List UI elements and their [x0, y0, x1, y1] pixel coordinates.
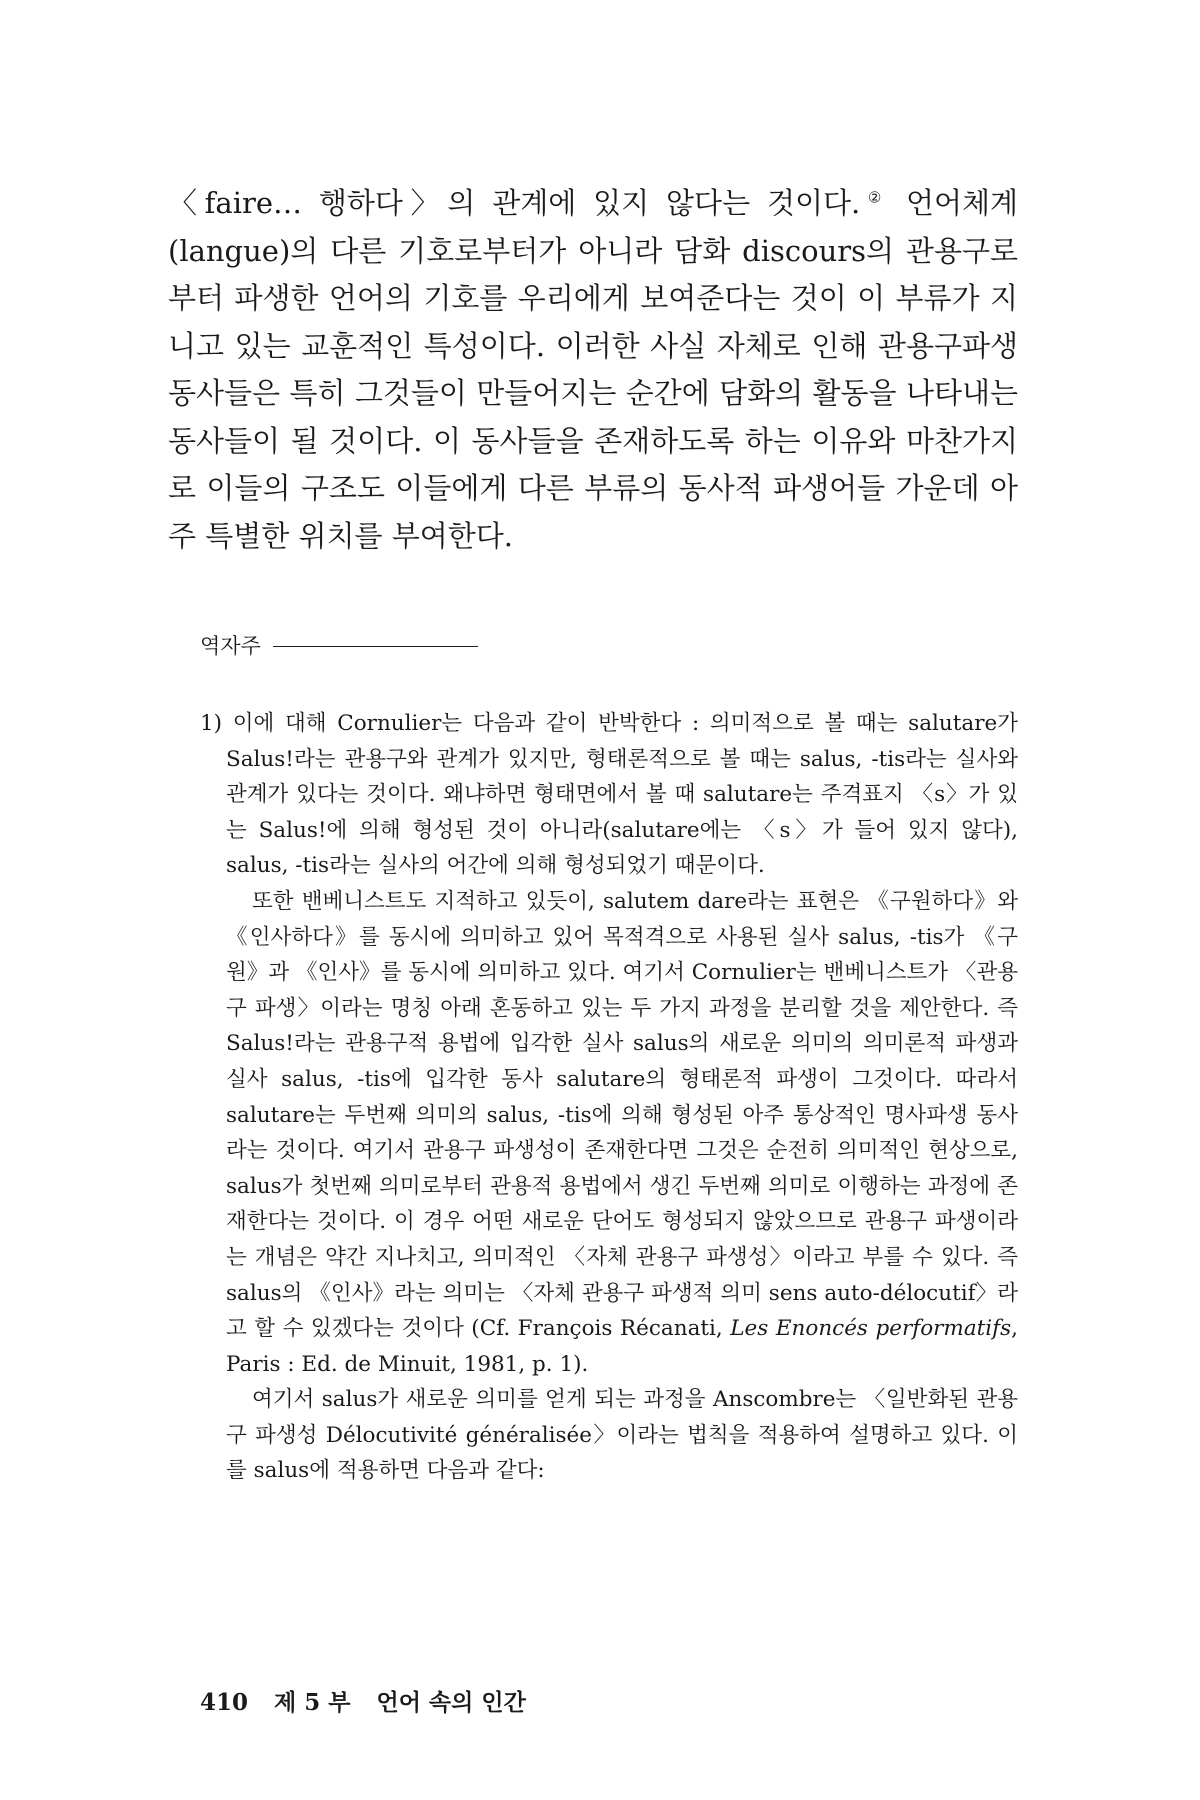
- note-1-continued-paragraph: [200, 884, 1018, 1382]
- part-label: 제 5 부: [274, 1689, 351, 1716]
- notes-heading-label: 역자주: [200, 634, 261, 658]
- note-1-paragraph: 1) 이에 대해 Cornulier는 다음과 같이 반박한다 : 의미적으로 볼 때는 salutare가 Salus!라는 관용구와 관계가 있지만, 형태론적으로 볼 때는 salus, -tis라는 실사와 관계가 있다는 것이다. 왜냐하면 형태면에서 볼 때 salutare는 주격표지 〈s〉가 있는 Salus!에 의해 형성된 것이 아니라(salutare에는 〈s〉가 들어 있지 않다), salus, -tis라는 실사의 어간에 의해 형성되었기 때문이다.: [200, 711, 1018, 879]
- translator-notes: [200, 706, 1018, 1489]
- note-1-final-paragraph: 여기서 salus가 새로운 의미를 얻게 되는 과정을 Anscombre는 〈일반화된 관용구 파생성 Délocutivité généralisée〉이라는 법칙을 적용하여 설명하고 있다. 이를 salus에 적용하면 다음과 같다:: [226, 1387, 1018, 1484]
- page-footer: [200, 1688, 526, 1718]
- book-title: Les Enoncés performatifs: [730, 1316, 1012, 1342]
- footnote-marker[interactable]: ②: [860, 188, 890, 207]
- main-paragraph: [168, 180, 1018, 560]
- citation-tail: , Paris : Ed. de Minuit, 1981, p. 1).: [226, 1316, 1018, 1377]
- note-1-text: 또한 밴베니스트도 지적하고 있듯이, salutem dare라는 표현은 《구원하다》와 《인사하다》를 동시에 의미하고 있어 목적격으로 사용된 실사 salus, -tis가 《구원》과 《인사》를 동시에 의미하고 있다. 여기서 Cornulier는 밴베니스트가 〈관용구 파생〉이라는 명칭 아래 혼동하고 있는 두 가지 과정을 분리할 것을 제안한다. 즉 Salus!라는 관용구적 용법에 입각한 실사 salus의 새로운 의미의 의미론적 파생과 실사 salus, -tis에 입각한 동사 salutare의 형태론적 파생이 그것이다. 따라서 salutare는 두번째 의미의 salus, -tis에 의해 형성된 아주 통상적인 명사파생 동사라는 것이다. 여기서 관용구 파생성이 존재한다면 그것은 순전히 의미적인 현상으로, salus가 첫번째 의미로부터 관용적 용법에서 생긴 두번째 의미로 이행하는 과정에 존재한다는 것이다. 이 경우 어떤 새로운 단어도 형성되지 않았으므로 관용구 파생이라는 개념은 약간 지나치고, 의미적인 〈자체 관용구 파생성〉이라고 부를 수 있다. 즉 salus의 《인사》라는 의미는 〈자체 관용구 파생적 의미 sens auto-délocutif〉라고 할 수 있겠다는 것이다 (Cf. François Récanati,: [226, 888, 1018, 1342]
- page-number: 410: [200, 1689, 249, 1716]
- notes-divider: [273, 646, 478, 647]
- part-title: 언어 속의 인간: [376, 1689, 526, 1716]
- translator-notes-heading: [200, 632, 478, 660]
- main-paragraph-start: 〈faire… 행하다〉의 관계에 있지 않다는 것이다.: [168, 186, 861, 220]
- main-paragraph-rest: 언어체계(langue)의 다른 기호로부터가 아니라 담화 discours의 관용구로부터 파생한 언어의 기호를 우리에게 보여준다는 것이 이 부류가 지니고 있는 교훈적인 특성이다. 이러한 사실 자체로 인해 관용구파생동사들은 특히 그것들이 만들어지는 순간에 담화의 활동을 나타내는 동사들이 될 것이다. 이 동사들을 존재하도록 하는 이유와 마찬가지로 이들의 구조도 이들에게 다른 부류의 동사적 파생어들 가운데 아주 특별한 위치를 부여한다.: [168, 186, 1018, 553]
